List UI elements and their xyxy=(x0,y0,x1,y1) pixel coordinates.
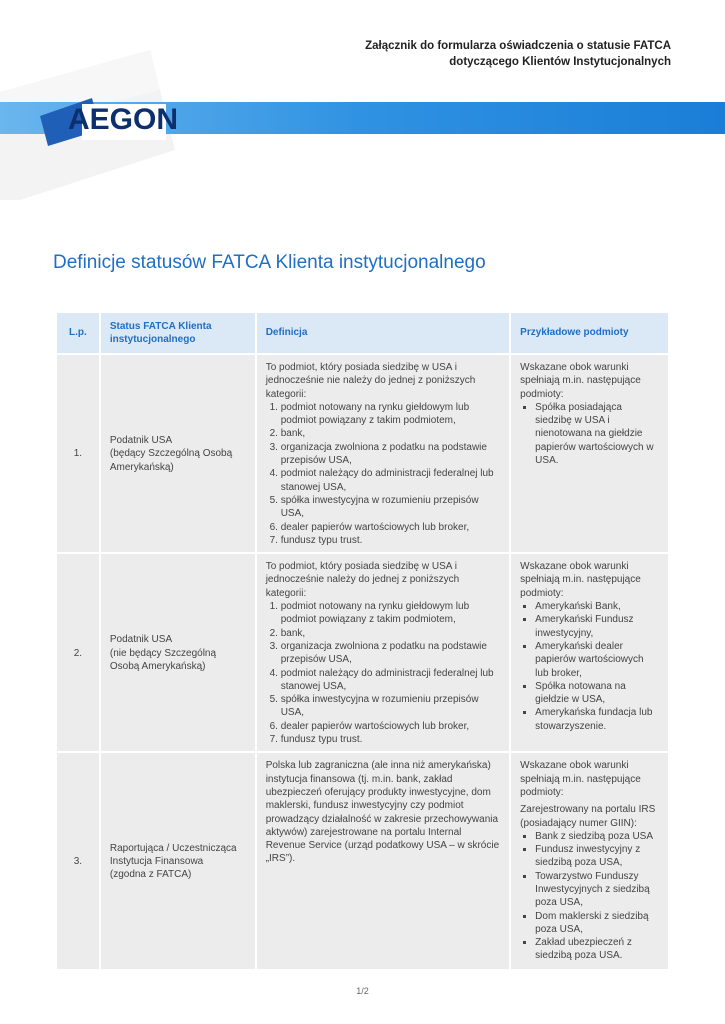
header-note-line2: dotyczącego Klientów Instytucjonalnych xyxy=(449,56,671,68)
list-item: ▪ Dom maklerski z siedzibą poza USA, xyxy=(535,910,659,937)
list-item: 4. podmiot należący do administracji federalnej lub stanowej USA, xyxy=(281,467,500,494)
list-item: ▪ Spółka posiadająca siedzibę w USA i nienotowana na giełdzie papierów wartościowych w USA. xyxy=(535,401,659,467)
examples-intro-secondary: Zarejestrowany na portalu IRS (posiadający numer GIIN): xyxy=(520,804,656,829)
status-name: Podatnik USA xyxy=(109,634,173,646)
definition-list xyxy=(266,600,500,746)
list-item: 5. spółka inwestycyjna w rozumieniu przepisów USA, xyxy=(281,693,500,720)
list-item: ▪ Bank z siedzibą poza USA xyxy=(535,830,659,843)
status-qualifier: (zgodna z FATCA) xyxy=(109,869,192,881)
list-item: 3. organizacja zwolniona z podatku na podstawie przepisów USA, xyxy=(281,640,500,667)
table-row xyxy=(57,753,668,969)
list-item: ▪ Zakład ubezpieczeń z siedzibą poza USA. xyxy=(535,936,659,963)
header-banner xyxy=(0,0,725,200)
examples-list xyxy=(520,401,659,467)
logo-text: AEGON xyxy=(68,103,179,136)
row-examples xyxy=(511,753,668,969)
list-item: 2. bank, xyxy=(281,427,500,440)
status-qualifier: (nie będący Szczególną Osobą Amerykańską) xyxy=(109,647,217,672)
list-item: 5. spółka inwestycyjna w rozumieniu przepisów USA, xyxy=(281,494,500,521)
row-status xyxy=(101,753,255,969)
fatca-status-table xyxy=(55,311,670,971)
row-number: 2. xyxy=(57,554,99,751)
list-item: 7. fundusz typu trust. xyxy=(281,733,500,746)
list-item: 6. dealer papierów wartościowych lub broker, xyxy=(281,521,500,534)
list-item: 1. podmiot notowany na rynku giełdowym lub podmiot powiązany z takim podmiotem, xyxy=(281,600,500,627)
list-item: ▪ Amerykański Bank, xyxy=(535,600,659,613)
row-status xyxy=(101,355,255,552)
list-item: 6. dealer papierów wartościowych lub broker, xyxy=(281,720,500,733)
examples-intro: Wskazane obok warunki spełniają m.in. następujące podmioty: xyxy=(520,760,641,798)
row-examples xyxy=(511,554,668,751)
page-title: Definicje statusów FATCA Klienta instytucjonalnego xyxy=(53,252,486,273)
row-definition xyxy=(257,554,509,751)
list-item: ▪ Spółka notowana na giełdzie w USA, xyxy=(535,680,659,707)
row-number: 1. xyxy=(57,355,99,552)
table-row xyxy=(57,355,668,552)
status-name: Podatnik USA xyxy=(109,435,173,447)
page-number: 1/2 xyxy=(356,986,369,996)
list-item: 4. podmiot należący do administracji federalnej lub stanowej USA, xyxy=(281,667,500,694)
aegon-logo xyxy=(62,98,179,142)
definition-list xyxy=(266,401,500,547)
definition-intro: To podmiot, który posiada siedzibę w USA i jednocześnie należy do jednej z poniższych kategorii: xyxy=(265,561,460,599)
header-note xyxy=(365,38,671,70)
column-header-definition: Definicja xyxy=(257,313,509,353)
definition-intro: To podmiot, który posiada siedzibę w USA i jednocześnie nie należy do jednej z poniższych kategorii: xyxy=(265,362,476,400)
column-header-examples: Przykładowe podmioty xyxy=(511,313,668,353)
status-qualifier: (będący Szczególną Osobą Amerykańską) xyxy=(109,448,233,473)
examples-intro: Wskazane obok warunki spełniają m.in. następujące podmioty: xyxy=(520,561,641,599)
row-examples xyxy=(511,355,668,552)
table-row xyxy=(57,554,668,751)
examples-list xyxy=(520,830,659,963)
row-definition xyxy=(257,753,509,969)
list-item: 3. organizacja zwolniona z podatku na podstawie przepisów USA, xyxy=(281,441,500,468)
examples-intro: Wskazane obok warunki spełniają m.in. następujące podmioty: xyxy=(520,362,641,400)
list-item: 1. podmiot notowany na rynku giełdowym lub podmiot powiązany z takim podmiotem, xyxy=(281,401,500,428)
list-item: ▪ Amerykański Fundusz inwestycyjny, xyxy=(535,613,659,640)
status-name: Raportująca / Uczestnicząca Instytucja Finansowa xyxy=(109,842,237,868)
row-number: 3. xyxy=(57,753,99,969)
list-item: 7. fundusz typu trust. xyxy=(281,534,500,547)
column-header-lp: L.p. xyxy=(57,313,99,353)
column-header-status: Status FATCA Klienta instytucjonalnego xyxy=(101,313,255,353)
row-definition xyxy=(257,355,509,552)
header-note-line1: Załącznik do formularza oświadczenia o statusie FATCA xyxy=(365,40,671,52)
table-header-row xyxy=(57,313,668,353)
list-item: ▪ Fundusz inwestycyjny z siedzibą poza USA, xyxy=(535,843,659,870)
list-item: ▪ Towarzystwo Funduszy Inwestycyjnych z siedzibą poza USA, xyxy=(535,870,659,910)
list-item: ▪ Amerykański dealer papierów wartościowych lub broker, xyxy=(535,640,659,680)
list-item: ▪ Amerykańska fundacja lub stowarzyszenie. xyxy=(535,706,659,733)
list-item: 2. bank, xyxy=(281,627,500,640)
definition-text: Polska lub zagraniczna (ale inna niż amerykańska) instytucja finansowa (tj. m.in. bank, zakład ubezpieczeń oferujący produkty inwestycyjne, dom maklerski, fundusz inwestycyjny czy podmiot prowadzący działalność w zakresie przechowywania aktywów) zarejestrowane na portalu Internal Revenue Service (urząd podatkowy USA – w skrócie „IRS”). xyxy=(265,760,500,865)
row-status xyxy=(101,554,255,751)
examples-list xyxy=(520,600,659,733)
